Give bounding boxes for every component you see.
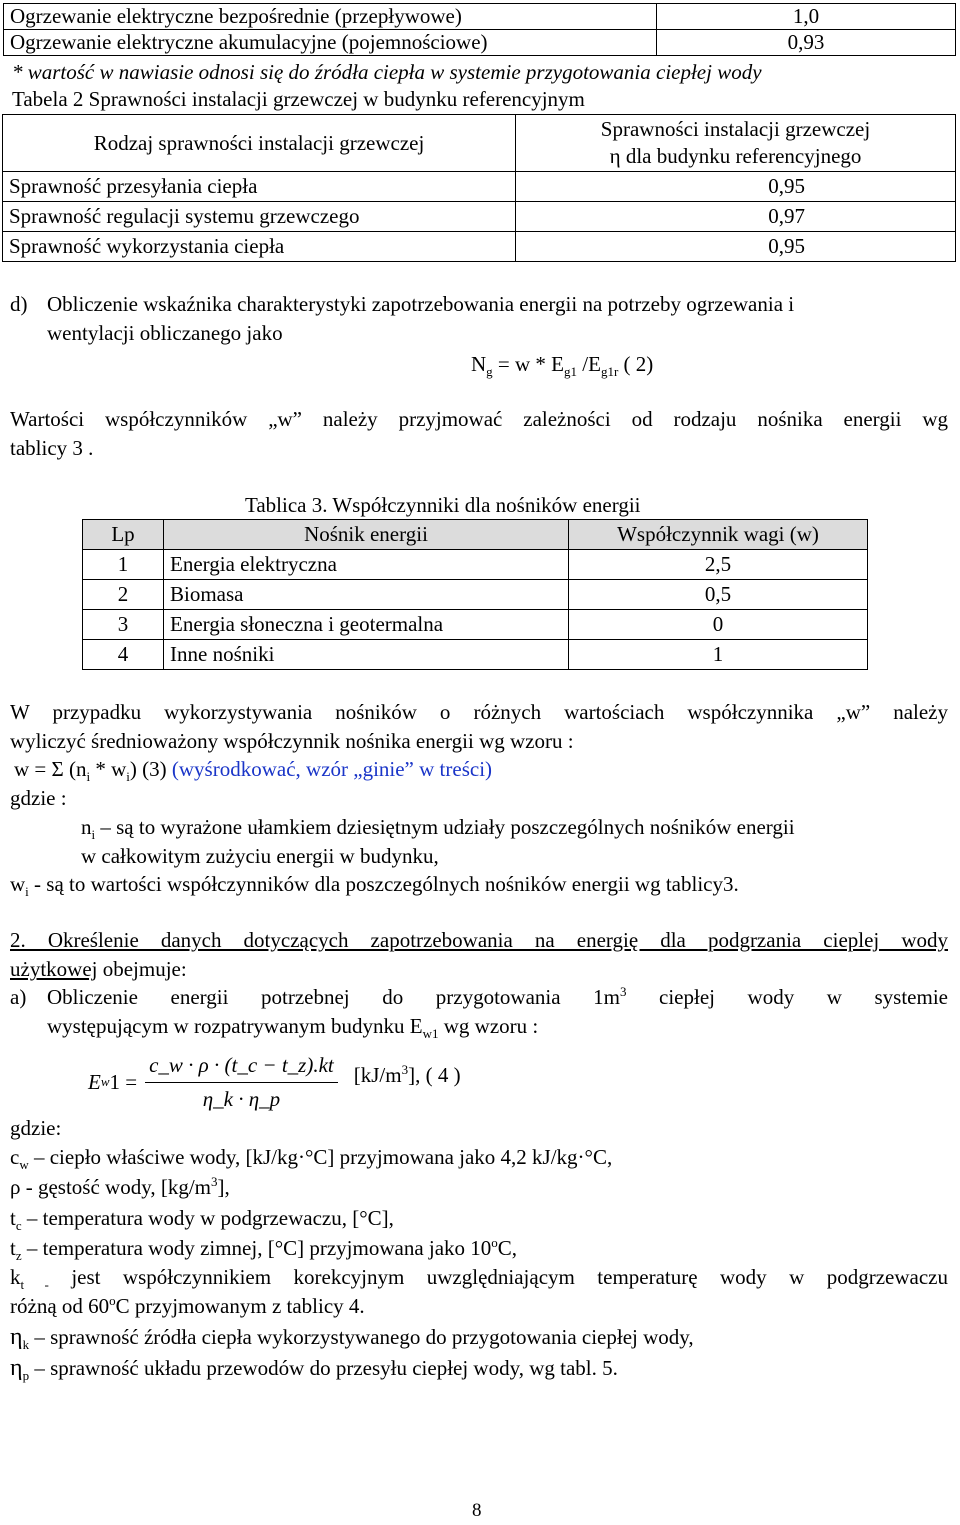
- def-tz: [10, 1234, 517, 1263]
- section2-a-marker: a): [10, 985, 27, 1009]
- table-cell-label: Sprawność regulacji systemu grzewczego: [3, 202, 516, 232]
- def-ni-line2: w całkowitym zużyciu energii w budynku,: [81, 844, 439, 868]
- table-cell-lp: 2: [83, 580, 164, 610]
- formula3-end: ) (3): [129, 757, 172, 781]
- def-tc-sub: c: [15, 1218, 22, 1234]
- formula-slash: /E: [577, 352, 601, 376]
- def-ni-text: – są to wyrażone ułamkiem dziesiętnym udziały poszczególnych nośników energii: [95, 815, 795, 839]
- table3-caption: Tablica 3. Współczynniki dla nośników energii: [245, 493, 641, 517]
- def-tz-text: – temperatura wody zimnej, [°C] przyjmowana jako 10: [21, 1236, 492, 1260]
- table-cell-value: 0,97: [516, 202, 956, 232]
- def-ni-symbol: n: [81, 815, 92, 839]
- def-kt-line2-text: różną od 60: [10, 1294, 110, 1318]
- table-cell-value: 0,93: [657, 30, 956, 56]
- def-kt-symbol: k: [10, 1265, 21, 1289]
- table2-header-right: [516, 115, 956, 172]
- formula-sub-g1r: g1r: [600, 364, 619, 380]
- table2-caption: Tabela 2 Sprawności instalacji grzewczej w budynku referencyjnym: [12, 87, 585, 111]
- section2-a-text: Obliczenie energii potrzebnej do przygotowania 1m: [47, 985, 620, 1009]
- def-etak-text: – sprawność źródła ciepła wykorzystywanego do przygotowania ciepłej wody,: [29, 1325, 694, 1349]
- def-tz-sup: o: [491, 1235, 498, 1250]
- table-cell-value: 0,95: [516, 172, 956, 202]
- def-cw-sub: w: [19, 1157, 29, 1173]
- equation-4: E w 1 = $\frac{c\_w \cdot \rho \cdot (t\_c - t\_z).kt}{\eta\_k \cdot \eta\_p}$ $[kJ/m^3]$, ( 4 ): [88, 1042, 461, 1122]
- def-etap-symbol: η: [10, 1355, 23, 1381]
- table-cell-label: Ogrzewanie elektryczne bezpośrednie (przepływowe): [4, 4, 657, 30]
- section2-heading-rest: obejmuje:: [97, 957, 187, 981]
- section2-a-sup: 3: [619, 984, 627, 999]
- table-cell-label: Sprawność przesyłania ciepła: [3, 172, 516, 202]
- section2-a-line1: [47, 983, 948, 1012]
- formula3-editor-note: (wyśrodkować, wzór „ginie” w treści): [171, 757, 493, 781]
- section-d-marker: d): [10, 292, 28, 316]
- def-ni-sub: i: [91, 827, 96, 843]
- table3-header-lp: Lp: [83, 520, 164, 550]
- table-header-row: [83, 520, 868, 550]
- def-tc: [10, 1204, 394, 1233]
- table-row: [83, 610, 868, 640]
- formula3-start: w = Σ (n: [14, 757, 87, 781]
- table-row: [3, 172, 956, 202]
- def-kt-text: jest współczynnikiem korekcyjnym uwzględniającym temperaturę wody w podgrzewaczu: [48, 1265, 948, 1289]
- table-row: [4, 4, 956, 30]
- def-ni: [81, 813, 948, 842]
- def-etak-symbol: η: [10, 1324, 23, 1350]
- table-row: [83, 580, 868, 610]
- table-row: [83, 640, 868, 670]
- table-cell-value: 0,95: [516, 232, 956, 262]
- table-cell-label: Sprawność wykorzystania ciepła: [3, 232, 516, 262]
- section-d-line1: Obliczenie wskaźnika charakterystyki zapotrzebowania energii na potrzeby ogrzewania i: [47, 292, 795, 316]
- def-tz-post: C,: [497, 1236, 518, 1260]
- def-wi-sub: i: [25, 884, 29, 900]
- formula3-sub-i: i: [126, 769, 130, 785]
- table2-header-right-line2: η dla budynku referencyjnego: [609, 144, 862, 168]
- eq4-unit-sup: 3: [401, 1061, 409, 1077]
- table-row: [4, 30, 956, 56]
- def-etap: [10, 1354, 618, 1383]
- section2-heading-underlined: użytkowej: [10, 957, 98, 981]
- eq4-denominator: η_k · η_p: [202, 1086, 281, 1111]
- section2-a-line2-sub: w1: [422, 1026, 439, 1042]
- formula-2: [471, 350, 653, 379]
- def-kt-sub: t -: [20, 1277, 49, 1293]
- def-etap-text: – sprawność układu przewodów do przesyłu ciepłej wody, wg tabl. 5.: [29, 1356, 618, 1380]
- table-cell-carrier: Inne nośniki: [164, 640, 569, 670]
- table2-header-left: Rodzaj sprawności instalacji grzewczej: [3, 115, 516, 172]
- para-w-coefficients-line2: tablicy 3 .: [10, 436, 94, 460]
- section-d-line2: wentylacji obliczanego jako: [47, 321, 283, 345]
- table-cell-weight: 1: [569, 640, 868, 670]
- table-row: [3, 232, 956, 262]
- table-cell-carrier: Energia elektryczna: [164, 550, 569, 580]
- table-header-row: [3, 115, 956, 172]
- def-etap-sub: p: [22, 1368, 30, 1384]
- def-kt-line2: [10, 1292, 365, 1321]
- def-kt-line2-sup: o: [109, 1293, 116, 1308]
- def-kt: [10, 1263, 948, 1292]
- def-rho: [10, 1173, 230, 1202]
- eq4-fraction: [145, 1051, 338, 1114]
- section2-a-text-post: ciepłej wody w systemie: [626, 985, 948, 1009]
- def-etak: [10, 1323, 694, 1352]
- table-cell-weight: 2,5: [569, 550, 868, 580]
- table-cell-lp: 1: [83, 550, 164, 580]
- formula-3: [14, 755, 492, 784]
- table3-header-carrier: Nośnik energii: [164, 520, 569, 550]
- formula-mid: = w * E: [492, 352, 565, 376]
- def-kt-line2-post: C przyjmowanym z tablicy 4.: [115, 1294, 365, 1318]
- formula3-mid: * w: [90, 757, 127, 781]
- table-row: [83, 550, 868, 580]
- page-number: 8: [472, 1500, 482, 1521]
- section2-a-line2-post: wg wzoru :: [438, 1014, 539, 1038]
- def-wi-text: - są to wartości współczynników dla poszczególnych nośników energii wg tablicy3.: [28, 872, 739, 896]
- eq4-lhs: E: [88, 1069, 101, 1094]
- table3-header-weight: Współczynnik wagi (w): [569, 520, 868, 550]
- def-rho-sup: 3: [211, 1174, 218, 1189]
- def-tz-sub: z: [15, 1248, 22, 1264]
- table3: [82, 519, 868, 670]
- table2: [2, 114, 956, 262]
- section2-a-line2: [47, 1012, 538, 1041]
- para-weighted-line1: W przypadku wykorzystywania nośników o różnych wartościach współczynnika „w” należy: [10, 700, 948, 724]
- table-cell-carrier: Biomasa: [164, 580, 569, 610]
- def-tz-symbol: t: [10, 1236, 16, 1260]
- formula-sub-g1: g1: [564, 364, 578, 380]
- eq4-unit-post: ], ( 4 ): [408, 1062, 461, 1087]
- def-cw-text: – ciepło właściwe wody, [kJ/kg·°C] przyjmowana jako 4,2 kJ/kg·°C,: [28, 1145, 613, 1169]
- formula-sub-g: g: [486, 364, 493, 380]
- para-w-coefficients-line1: Wartości współczynników „w” należy przyjmować zależności od rodzaju nośnika energii wg: [10, 407, 948, 431]
- def-wi-symbol: w: [10, 872, 26, 896]
- eq4-numerator: c_w · ρ · (t_c − t_z).kt: [145, 1051, 338, 1083]
- eq4-lhs-end: 1 =: [109, 1069, 138, 1094]
- table-cell-lp: 3: [83, 610, 164, 640]
- def-cw-symbol: c: [10, 1145, 20, 1169]
- section2-heading-line2: [10, 955, 187, 984]
- formula-end: ( 2): [618, 352, 654, 376]
- def-tc-symbol: t: [10, 1206, 16, 1230]
- gdzie-label: gdzie :: [10, 786, 67, 810]
- table-cell-label: Ogrzewanie elektryczne akumulacyjne (pojemnościowe): [4, 30, 657, 56]
- table-cell-weight: 0,5: [569, 580, 868, 610]
- footnote: * wartość w nawiasie odnosi się do źródła ciepła w systemie przygotowania ciepłej wody: [12, 60, 762, 84]
- formula-n: N: [471, 352, 487, 376]
- table-cell-value: 1,0: [657, 4, 956, 30]
- def-tc-text: – temperatura wody w podgrzewaczu, [°C],: [21, 1206, 394, 1230]
- eq4-unit-pre: [kJ/m: [353, 1062, 402, 1087]
- formula3-sub-i: i: [86, 769, 91, 785]
- def-cw: [10, 1143, 612, 1172]
- table-cell-lp: 4: [83, 640, 164, 670]
- def-wi: [10, 870, 739, 899]
- def-etak-sub: k: [22, 1337, 30, 1353]
- def-rho-text: ρ - gęstość wody, [kg/m: [10, 1175, 212, 1199]
- def-rho-post: ],: [217, 1175, 230, 1199]
- defs-gdzie: gdzie:: [10, 1116, 62, 1140]
- table-cell-weight: 0: [569, 610, 868, 640]
- para-weighted-line2: wyliczyć średnioważony współczynnik nośnika energii wg wzoru :: [10, 729, 574, 753]
- section2-a-line2-text: występującym w rozpatrywanym budynku E: [47, 1014, 423, 1038]
- section2-heading: 2. Określenie danych dotyczących zapotrzebowania na energię dla podgrzania cieplej wody: [10, 928, 948, 952]
- table-heating-efficiency: [3, 3, 956, 56]
- eq4-unit: [354, 1061, 461, 1090]
- table-row: [3, 202, 956, 232]
- table-cell-carrier: Energia słoneczna i geotermalna: [164, 610, 569, 640]
- table2-header-right-line1: Sprawności instalacji grzewczej: [600, 117, 871, 141]
